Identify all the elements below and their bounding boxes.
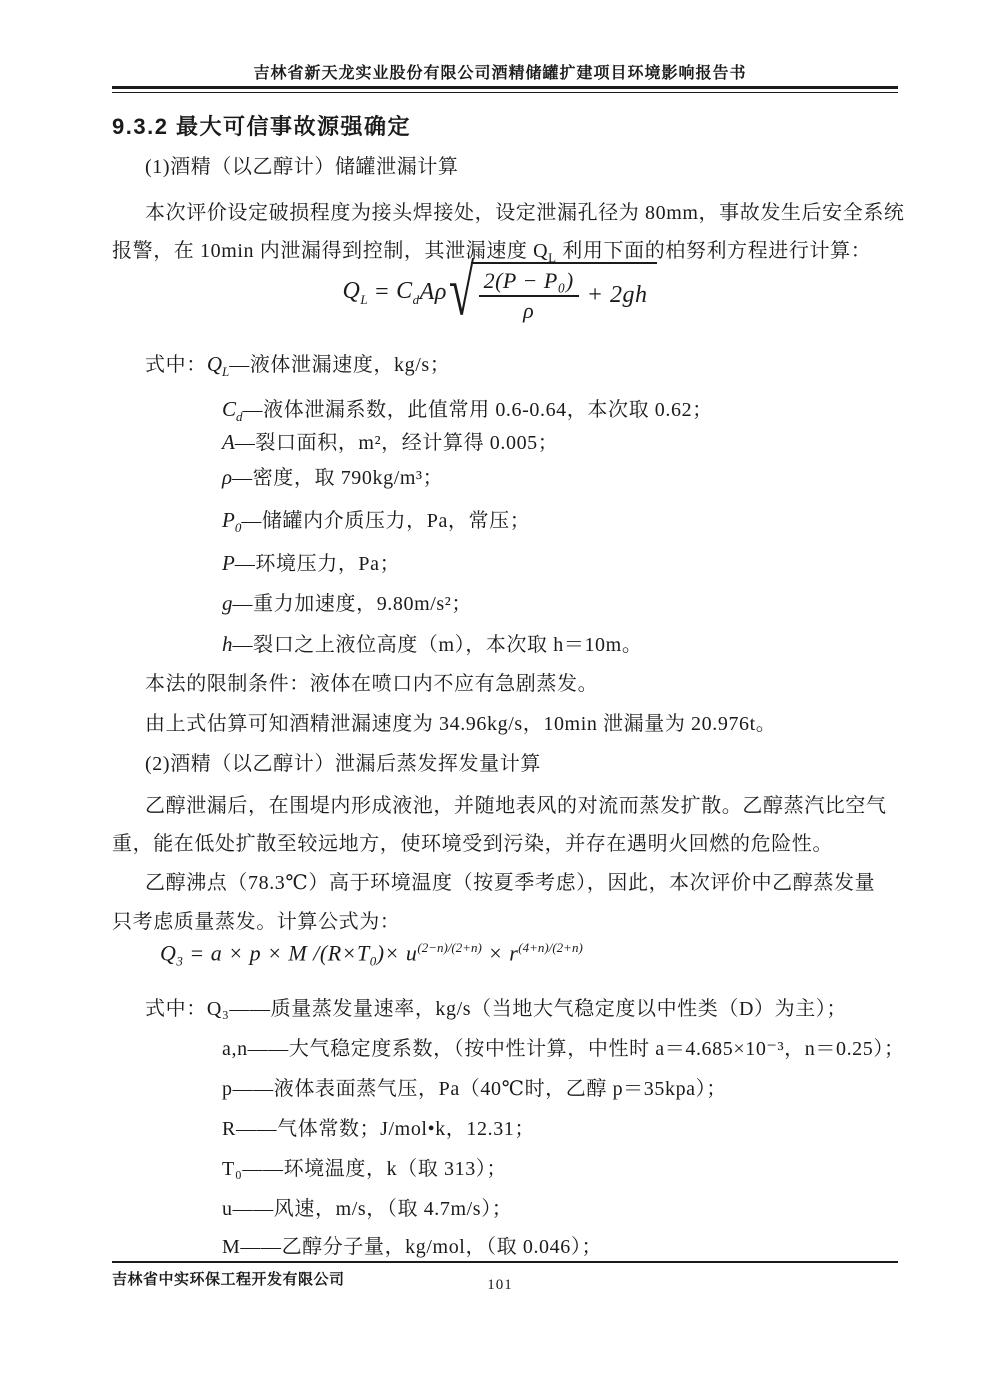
- paragraph-2-line-2: 重，能在低处扩散至较远地方，使环境受到污染，并存在遇明火回燃的危险性。: [112, 833, 833, 855]
- defs2-intro: [145, 992, 847, 1021]
- equals-sign: =: [375, 279, 390, 306]
- symbol-rho: ρ: [222, 465, 233, 489]
- formula1-fraction: $\frac{\text{2(P − P₀)}}{\rho}$: [479, 268, 579, 324]
- ql-subscript: L: [548, 250, 557, 265]
- paragraph-3-line-2: 只考虑质量蒸发。计算公式为：: [112, 911, 401, 933]
- formula1-tail: + 2gh: [586, 282, 648, 309]
- defs1-row-p0: $P_0—$储罐内介质压力，Pa，常压；: [222, 508, 531, 536]
- defs1-row-p: P—环境压力，Pa；: [222, 551, 401, 575]
- formula1-arho: Aρ: [419, 279, 447, 306]
- formula1-cd: $C_d$: [396, 277, 420, 307]
- formula2-exponent-2: (4+n)/(2+n): [518, 940, 583, 955]
- formula1-ql: $Q_L$: [342, 277, 369, 307]
- square-root: [448, 251, 658, 331]
- footer-company: 吉林省中实环保工程开发有限公司: [112, 1272, 345, 1288]
- defs2-row0-text: Q₃——质量蒸发量速率，kg/s（当地大气稳定度以中性类（D）为主）；: [206, 998, 848, 1020]
- subsection-item-1: (1)酒精（以乙醇计）储罐泄漏计算: [145, 156, 459, 178]
- symbol-p: P: [222, 551, 235, 575]
- defs2-prefix: 式中：: [145, 998, 207, 1020]
- defs2-row-u: u——风速，m/s，（取 4.7m/s）；: [222, 1198, 513, 1220]
- defs2-row-p: p——液体表面蒸气压，Pa（40℃时，乙醇 p＝35kpa）；: [222, 1078, 727, 1100]
- symbol-g: g: [222, 591, 233, 615]
- defs1-intro: [145, 348, 450, 380]
- note-result: 由上式估算可知酒精泄漏速度为 34.96kg/s，10min 泄漏量为 20.976t。: [145, 713, 777, 735]
- paragraph-3-line-1: 乙醇沸点（78.3℃）高于环境温度（按夏季考虑），因此，本次评价中乙醇蒸发量: [145, 872, 876, 894]
- running-header-title: 吉林省新天龙实业股份有限公司酒精储罐扩建项目环境影响报告书: [253, 65, 747, 82]
- paragraph-2-line-1: 乙醇泄漏后，在围堤内形成液池，并随地表风的对流而蒸发扩散。乙醇蒸汽比空气: [145, 795, 887, 817]
- subsection-item-2: (2)酒精（以乙醇计）泄漏后蒸发挥发量计算: [145, 753, 541, 775]
- defs2-row-t0: T₀——环境温度，k（取 313）；: [222, 1158, 507, 1180]
- header-rule-thick: [112, 86, 898, 89]
- footer-rule: [112, 1261, 898, 1263]
- defs1-row-g: g—重力加速度，9.80m/s²；: [222, 591, 472, 615]
- symbol-ql: $Q_L$: [206, 352, 230, 380]
- symbol-cd: $C_d$: [222, 397, 243, 425]
- section-heading: 9.3.2 最大可信事故源强确定: [112, 114, 412, 139]
- radical-sign-icon: √: [448, 251, 475, 331]
- paragraph-1-line-1: 本次评价设定破损程度为接头焊接处，设定泄漏孔径为 80mm，事故发生后安全系统: [145, 202, 905, 224]
- defs1-row-rho: ρ—密度，取 790kg/m³；: [222, 465, 444, 489]
- symbol-a: A: [222, 430, 235, 454]
- symbol-h: h: [222, 632, 233, 656]
- defs1-row-a: A—裂口面积，m²，经计算得 0.005；: [222, 430, 559, 454]
- symbol-p0: $P_0$: [222, 508, 242, 536]
- defs2-row-r: R——气体常数；J/mol•k，12.31；: [222, 1118, 535, 1140]
- defs2-row-an: a,n——大气稳定度系数，（按中性计算，中性时 a＝4.685×10⁻³，n＝0.25）；: [222, 1038, 905, 1060]
- formula-evaporation: $Q_3 = a \times p \times M$ $/(R\times T_0)\times u^{(2-n)/(2+n)} \times r^{(4+n)/(2+n)}$: [160, 940, 583, 969]
- defs1-row0-text: —液体泄漏速度，kg/s；: [229, 354, 451, 376]
- defs1-row-cd: $C_d—$液体泄漏系数，此值常用 0.6-0.64，本次取 0.62；: [222, 397, 713, 425]
- defs2-row-m: M——乙醇分子量，kg/mol，（取 0.046）；: [222, 1236, 603, 1258]
- paragraph-1-line-2-text-b: 利用下面的柏努利方程进行计算：: [556, 240, 872, 262]
- formula2-exponent-1: (2−n)/(2+n): [417, 940, 482, 955]
- defs1-row-h: h—裂口之上液位高度（m），本次取 h＝10m。: [222, 632, 643, 656]
- paragraph-1-line-2-text-a: 报警，在 10min 内泄漏得到控制，其泄漏速度 Q: [112, 240, 549, 262]
- defs1-prefix: 式中：: [145, 354, 207, 376]
- page-number: 101: [487, 1277, 513, 1293]
- header-rule-thin: [112, 92, 898, 93]
- note-limitation: 本法的限制条件：液体在喷口内不应有急剧蒸发。: [145, 673, 599, 695]
